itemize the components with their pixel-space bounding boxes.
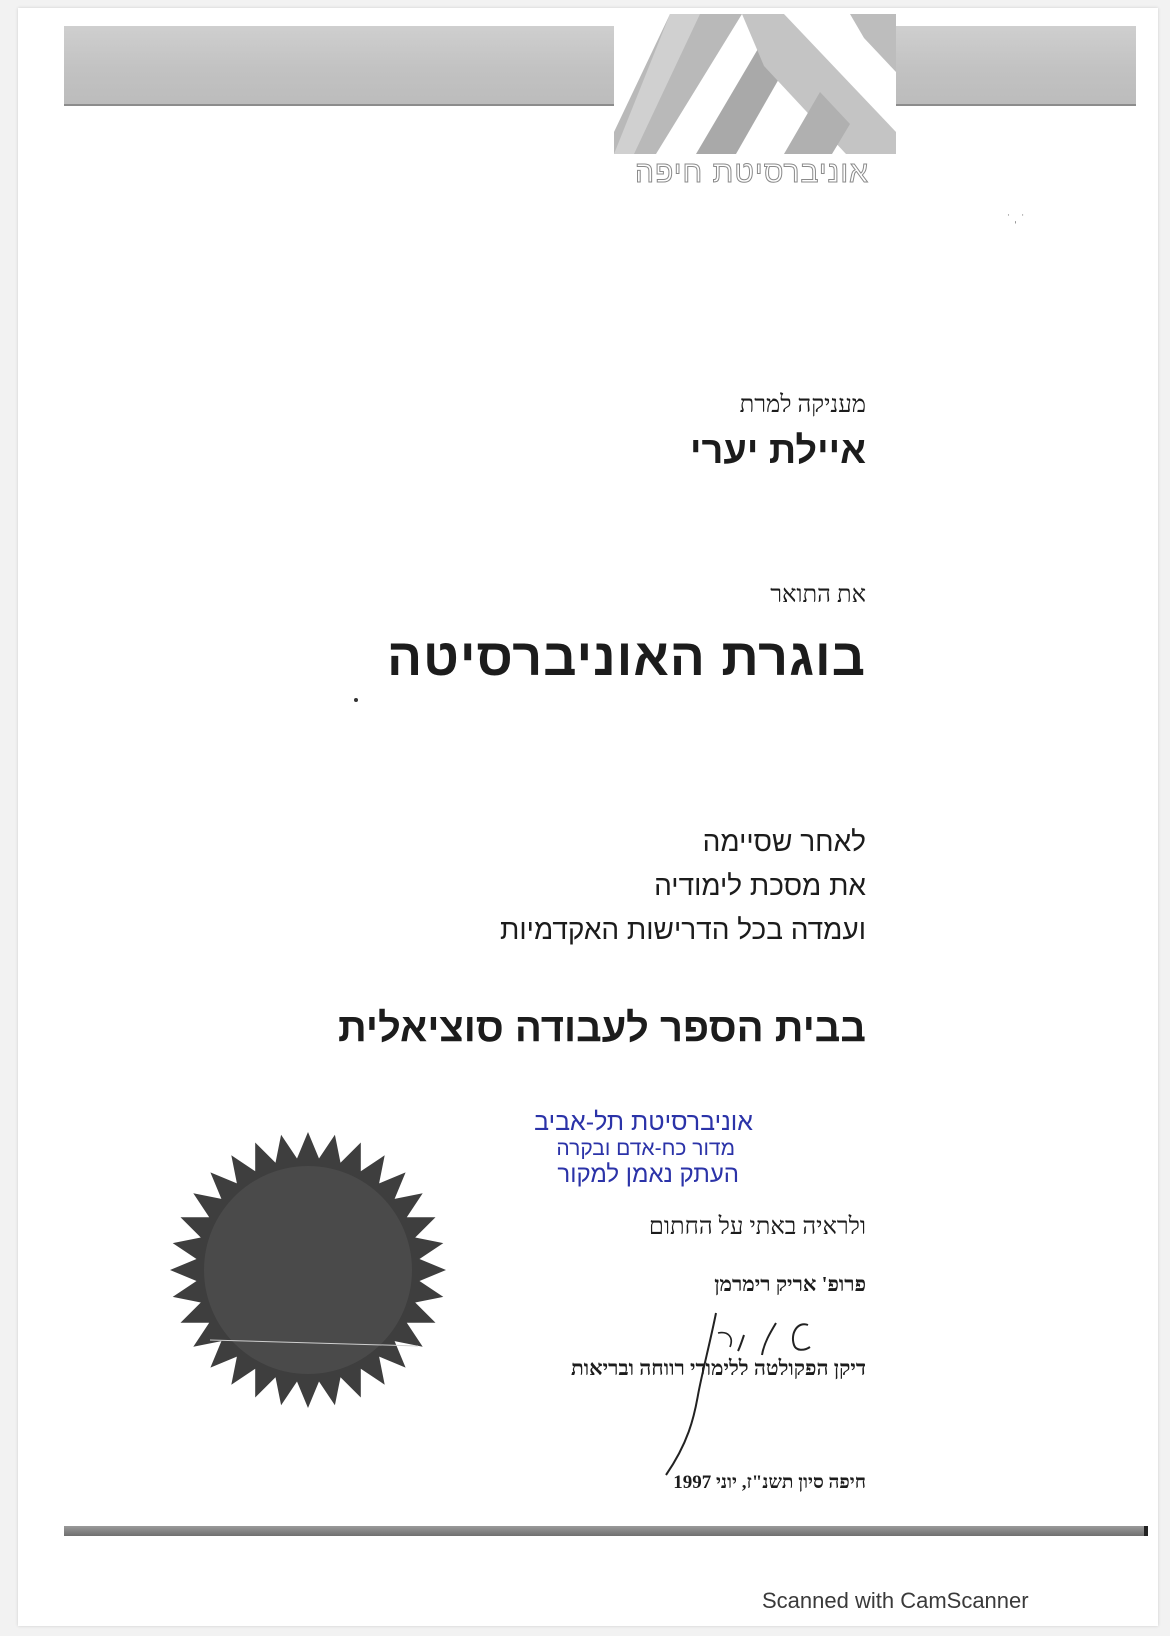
stamp-line-1: אוניברסיטת תל-אביב — [534, 1108, 753, 1136]
recipient-name: איילת יערי — [690, 430, 866, 472]
degree-title: בוגרת האוניברסיטה — [386, 629, 866, 687]
completion-line-3: ועמדה בכל הדרישות האקדמיות — [500, 914, 866, 945]
header-band — [64, 26, 1136, 106]
signatory-title: דיקן הפקולטה ללימודי רווחה ובריאות — [570, 1356, 866, 1380]
authentication-stamp — [488, 1108, 753, 1189]
university-name-logo-text: אוניברסיטת חיפה — [635, 156, 869, 189]
scan-speck: ˙ ˌ ˙ — [1006, 214, 1026, 225]
scan-dot — [354, 698, 358, 702]
completion-line-1: לאחר שסיימה — [702, 826, 866, 857]
footer-rule — [64, 1526, 1148, 1536]
in-witness-text: ולראיה באתי על החתום — [648, 1214, 866, 1240]
date-line: חיפה סיון תשנ"ז, יוני 1997 — [673, 1472, 866, 1493]
handwritten-signature — [658, 1303, 848, 1478]
title-intro-text: את התואר — [770, 582, 866, 608]
stamp-line-3: העתק נאמן למקור — [557, 1161, 739, 1188]
university-seal — [168, 1128, 448, 1413]
scanner-watermark: Scanned with CamScanner — [762, 1588, 1029, 1613]
completion-line-2: את מסכת לימודיה — [654, 870, 866, 901]
signatory-name: פרופ' אריק רימרמן — [714, 1272, 866, 1296]
awards-to-text: מעניקה למרת — [739, 392, 866, 418]
certificate-page — [18, 8, 1158, 1626]
university-logo — [614, 14, 896, 154]
school-name: בבית הספר לעבודה סוציאלית — [338, 1006, 866, 1050]
stamp-line-2: מדור כח-אדם ובקרה — [556, 1137, 735, 1160]
